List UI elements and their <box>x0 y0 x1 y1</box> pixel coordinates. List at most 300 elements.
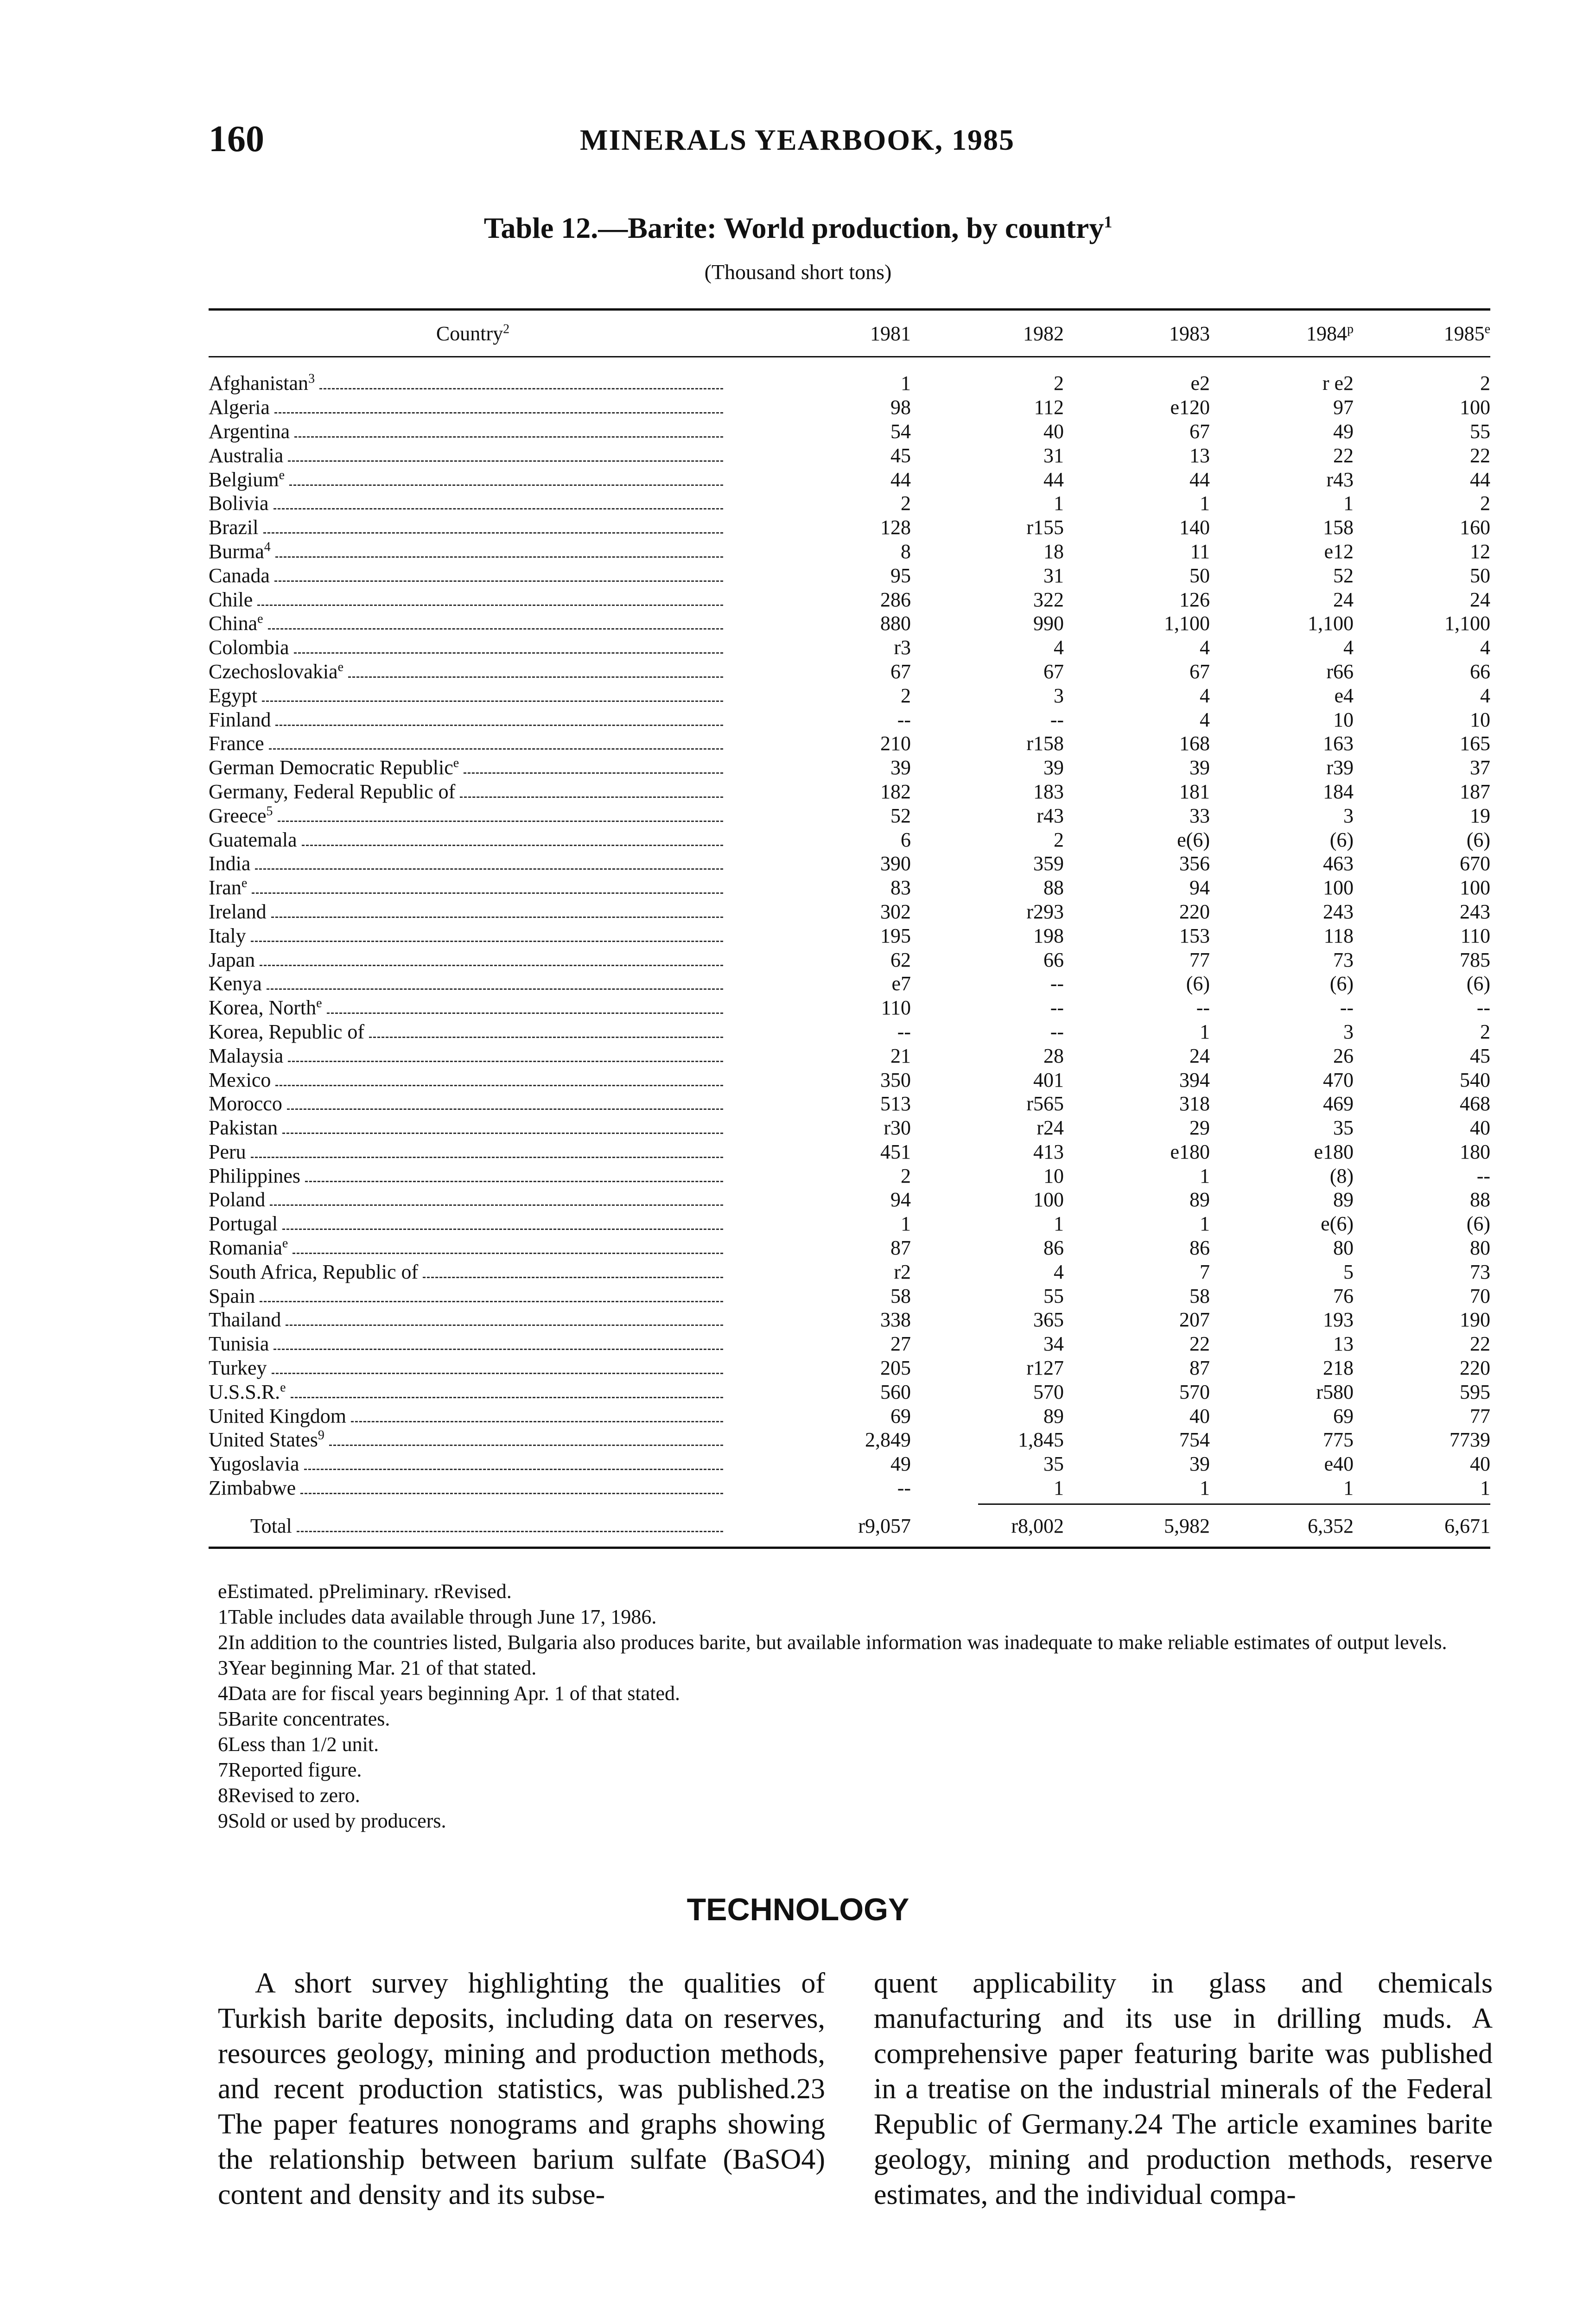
column-header-1983: 1983 <box>1169 322 1210 345</box>
value-1983: 40 <box>1189 1404 1210 1427</box>
value-1983: 44 <box>1189 468 1210 491</box>
country-name: United Kingdom <box>209 1404 346 1427</box>
country-name: Greece <box>209 804 267 827</box>
total-1985: 6,671 <box>1444 1514 1490 1537</box>
footnotes <box>218 1579 1497 1834</box>
country-name: Egypt <box>209 684 258 707</box>
table-row <box>209 1452 1490 1476</box>
value-1982: 990 <box>1033 612 1064 635</box>
table-row <box>209 1308 1490 1332</box>
value-1982: 4 <box>1054 636 1064 659</box>
value-1981: 44 <box>890 468 911 491</box>
value-1983: 153 <box>1179 924 1210 947</box>
value-1981: 95 <box>890 564 911 587</box>
value-1984: r39 <box>1326 756 1354 779</box>
table-row <box>209 683 1490 707</box>
country-name: Finland <box>209 708 271 731</box>
dot-leader <box>369 1037 723 1038</box>
dot-leader <box>464 772 723 774</box>
country-cell <box>209 636 737 659</box>
table-row <box>209 1356 1490 1380</box>
table-row <box>209 1044 1490 1068</box>
value-1981: -- <box>897 1020 911 1043</box>
country-cell <box>209 1404 737 1428</box>
country-name: Bolivia <box>209 492 269 515</box>
value-1981: 302 <box>880 900 911 923</box>
value-1983: 22 <box>1189 1332 1210 1356</box>
value-1984: 184 <box>1323 780 1354 803</box>
country-cell <box>209 1452 737 1476</box>
value-1983: 33 <box>1189 804 1210 827</box>
column-header-1984: 1984$^p$ <box>1306 321 1354 345</box>
value-1983: 1 <box>1200 1164 1210 1187</box>
value-1985: 2 <box>1480 1020 1490 1043</box>
value-1984: e180 <box>1314 1140 1354 1163</box>
dot-leader <box>257 605 723 606</box>
value-1981: 52 <box>890 804 911 827</box>
value-1982: -- <box>1050 708 1064 731</box>
country-cell <box>209 924 737 948</box>
value-1985: 540 <box>1460 1068 1490 1091</box>
dot-leader <box>327 1013 723 1014</box>
table-row <box>209 443 1490 467</box>
value-1982: 359 <box>1033 852 1064 875</box>
footnote: 2In addition to the countries listed, Bulgaria also produces barite, but available information was inadequate to make reliable estimates of output levels. <box>218 1631 1447 1654</box>
value-1981: 205 <box>880 1356 911 1380</box>
country-name: South Africa, Republic of <box>209 1260 419 1283</box>
country-cell <box>209 444 737 467</box>
value-1983: 77 <box>1189 948 1210 971</box>
country-cell <box>209 804 737 828</box>
footnote: 7Reported figure. <box>218 1758 362 1781</box>
value-1983: 181 <box>1179 780 1210 803</box>
country-name: Chile <box>209 588 253 611</box>
value-1983: e2 <box>1190 372 1210 395</box>
country-name: Iran <box>209 876 242 899</box>
table-row <box>209 756 1490 780</box>
country-name: Mexico <box>209 1068 271 1091</box>
dot-leader <box>252 892 723 894</box>
table-row <box>209 563 1490 587</box>
country-cell <box>209 491 737 515</box>
table-row <box>209 516 1490 540</box>
value-1981: 110 <box>881 996 911 1019</box>
table-row <box>209 1020 1490 1044</box>
country-name: Guatemala <box>209 828 297 851</box>
value-1983: 89 <box>1189 1188 1210 1211</box>
table-row <box>209 972 1490 996</box>
value-1981: 560 <box>880 1380 911 1403</box>
value-1985: (6) <box>1466 1212 1490 1235</box>
country-cell <box>209 1212 737 1235</box>
country-cell <box>209 564 737 587</box>
country-name: Brazil <box>209 516 259 539</box>
table-bottom-rule <box>209 1547 1490 1549</box>
value-1983: 13 <box>1189 444 1210 467</box>
value-1985: 595 <box>1460 1380 1490 1403</box>
value-1985: 45 <box>1470 1044 1490 1067</box>
value-1984: 469 <box>1323 1092 1354 1115</box>
country-name: Kenya <box>209 972 262 995</box>
value-1985: 73 <box>1470 1260 1490 1283</box>
value-1985: (6) <box>1466 828 1490 851</box>
country-cell <box>209 996 737 1019</box>
table-row <box>209 1260 1490 1284</box>
section-heading: TECHNOLOGY <box>687 1892 909 1927</box>
country-name: Zimbabwe <box>209 1477 296 1500</box>
value-1983: 356 <box>1179 852 1210 875</box>
value-1985: 1,100 <box>1444 612 1490 635</box>
value-1982: 66 <box>1043 948 1064 971</box>
table-row <box>209 491 1490 516</box>
country-name: Malaysia <box>209 1044 284 1067</box>
dot-leader <box>305 1181 723 1182</box>
country-cell <box>209 1260 737 1284</box>
value-1983: e180 <box>1170 1140 1210 1163</box>
table-title-footnote-mark: 1 <box>1104 212 1113 231</box>
value-1985: 40 <box>1470 1116 1490 1140</box>
country-name: Ireland <box>209 900 267 923</box>
country-cell <box>209 1140 737 1164</box>
footnote: 1Table includes data available through June 17, 1986. <box>218 1605 657 1628</box>
value-1983: 1 <box>1200 492 1210 515</box>
value-1985: 243 <box>1460 900 1490 923</box>
value-1983: 168 <box>1179 732 1210 755</box>
value-1984: 5 <box>1343 1260 1354 1283</box>
country-cell <box>209 1332 737 1356</box>
value-1983: 1 <box>1200 1020 1210 1043</box>
country-footnote-mark: e <box>337 660 344 675</box>
table-row <box>209 828 1490 852</box>
value-1982: 89 <box>1043 1404 1064 1427</box>
country-cell <box>209 1164 737 1188</box>
total-label: Total <box>250 1514 292 1537</box>
value-1983: 29 <box>1189 1116 1210 1140</box>
value-1985: 110 <box>1460 924 1490 947</box>
value-1981: 21 <box>890 1044 911 1067</box>
value-1984: 1 <box>1343 1477 1354 1500</box>
country-cell <box>209 516 737 539</box>
value-1982: 1 <box>1054 1477 1064 1500</box>
value-1985: 2 <box>1480 372 1490 395</box>
table-row <box>209 1428 1490 1452</box>
dot-leader <box>268 628 723 630</box>
value-1984: 158 <box>1323 516 1354 539</box>
value-1982: 44 <box>1043 468 1064 491</box>
table-row <box>209 780 1490 804</box>
value-1985: 220 <box>1460 1356 1490 1380</box>
table-title <box>0 211 1596 245</box>
table-row <box>209 1212 1490 1236</box>
country-name: Romania <box>209 1236 282 1260</box>
country-name: Tunisia <box>209 1332 269 1356</box>
footnote: 3Year beginning Mar. 21 of that stated. <box>218 1656 537 1679</box>
country-name: China <box>209 612 258 635</box>
value-1983: 94 <box>1189 876 1210 899</box>
value-1984: 1,100 <box>1308 612 1354 635</box>
value-1984: 470 <box>1323 1068 1354 1091</box>
value-1982: 31 <box>1043 564 1064 587</box>
value-1985: 180 <box>1460 1140 1490 1163</box>
value-1985: 4 <box>1480 684 1490 707</box>
table-row <box>209 996 1490 1020</box>
country-footnote-mark: e <box>282 1236 288 1251</box>
value-1984: r580 <box>1316 1380 1354 1403</box>
value-1985: 7739 <box>1450 1428 1490 1452</box>
value-1983: 11 <box>1190 540 1210 563</box>
dot-leader <box>275 1085 723 1086</box>
dot-leader <box>260 1301 723 1302</box>
value-1983: 24 <box>1189 1044 1210 1067</box>
value-1984: 35 <box>1333 1116 1354 1140</box>
value-1981: 350 <box>880 1068 911 1091</box>
value-1983: 87 <box>1189 1356 1210 1380</box>
dot-leader <box>269 748 723 750</box>
value-1981: 8 <box>901 540 911 563</box>
value-1983: 86 <box>1189 1236 1210 1260</box>
country-name: Pakistan <box>209 1116 278 1140</box>
value-1981: 451 <box>880 1140 911 1163</box>
value-1981: 195 <box>880 924 911 947</box>
value-1983: 4 <box>1200 636 1210 659</box>
country-footnote-mark: 5 <box>266 804 273 819</box>
column-header-1981: 1981 <box>870 322 911 345</box>
value-1983: 50 <box>1189 564 1210 587</box>
country-cell <box>209 684 737 707</box>
value-1985: 22 <box>1470 1332 1490 1356</box>
value-1984: e4 <box>1334 684 1354 707</box>
value-1985: 12 <box>1470 540 1490 563</box>
production-table <box>209 308 1490 1549</box>
country-name: Burma <box>209 540 264 563</box>
dot-leader <box>260 965 723 966</box>
table-row <box>209 923 1490 948</box>
table-row <box>209 1140 1490 1164</box>
country-name: Poland <box>209 1188 266 1211</box>
value-1981: 94 <box>890 1188 911 1211</box>
value-1981: 880 <box>880 612 911 635</box>
value-1984: 1 <box>1343 492 1354 515</box>
dot-leader <box>288 1061 723 1062</box>
dot-leader <box>292 1253 723 1254</box>
value-1984: (8) <box>1329 1164 1354 1187</box>
value-1983: 39 <box>1189 756 1210 779</box>
dot-leader <box>287 1108 723 1110</box>
value-1982: 31 <box>1043 444 1064 467</box>
dot-leader <box>251 941 723 942</box>
value-1982: 86 <box>1043 1236 1064 1260</box>
table-row <box>209 587 1490 611</box>
dot-leader <box>304 1469 723 1470</box>
country-name: Morocco <box>209 1092 282 1115</box>
value-1984: 76 <box>1333 1284 1354 1307</box>
body-paragraph-left: A short survey highlighting the qualities of Turkish barite deposits, including data on reserves, resources geology, mining and production methods, and recent production statistics, was published.23 The paper features nonograms and graphs showing the relationship between barium sulfate (BaSO4) content and density and its subse- <box>218 1968 825 2210</box>
dot-leader <box>282 1229 723 1230</box>
dot-leader <box>251 1157 723 1158</box>
dot-leader <box>282 1133 723 1134</box>
country-cell <box>209 1428 737 1452</box>
table-header-row <box>209 311 1490 356</box>
value-1981: 338 <box>880 1308 911 1331</box>
value-1981: r2 <box>894 1260 911 1283</box>
country-name: Korea, North <box>209 996 317 1019</box>
dot-leader <box>255 868 723 870</box>
value-1982: 100 <box>1033 1188 1064 1211</box>
value-1984: r e2 <box>1322 372 1354 395</box>
dot-leader <box>289 484 723 486</box>
column-header-country: Country$^2$ <box>436 321 510 345</box>
country-name: Czechoslovakia <box>209 660 338 683</box>
value-1982: 112 <box>1034 396 1064 419</box>
body-column-right <box>874 1966 1493 2212</box>
dot-leader <box>273 508 723 509</box>
value-1984: (6) <box>1329 828 1354 851</box>
value-1985: 160 <box>1460 516 1490 539</box>
value-1984: 13 <box>1333 1332 1354 1356</box>
value-1984: e12 <box>1324 540 1354 563</box>
total-1983: 5,982 <box>1164 1514 1210 1537</box>
running-head: MINERALS YEARBOOK, 1985 <box>580 123 1015 156</box>
country-cell <box>209 900 737 923</box>
country-footnote-mark: e <box>279 467 285 482</box>
value-1984: 69 <box>1333 1404 1354 1427</box>
country-name: Italy <box>209 924 246 947</box>
value-1985: 100 <box>1460 396 1490 419</box>
country-cell <box>209 1236 737 1260</box>
footnote: 8Revised to zero. <box>218 1784 360 1807</box>
value-1981: 39 <box>890 756 911 779</box>
table-row <box>209 803 1490 828</box>
value-1985: 670 <box>1460 852 1490 875</box>
country-cell <box>209 1044 737 1068</box>
country-name: Canada <box>209 564 270 587</box>
value-1984: 24 <box>1333 588 1354 611</box>
value-1982: r127 <box>1026 1356 1064 1380</box>
value-1985: 2 <box>1480 492 1490 515</box>
table-title-text: Table 12.—Barite: World production, by country <box>483 211 1104 244</box>
dot-leader <box>294 436 723 438</box>
country-cell <box>209 732 737 755</box>
country-name: Colombia <box>209 636 289 659</box>
country-cell <box>209 828 737 852</box>
value-1981: 87 <box>890 1236 911 1260</box>
value-1982: 401 <box>1033 1068 1064 1091</box>
value-1985: 1 <box>1480 1477 1490 1500</box>
value-1984: 243 <box>1323 900 1354 923</box>
table-row <box>209 1092 1490 1116</box>
value-1983: 4 <box>1200 684 1210 707</box>
value-1983: 754 <box>1179 1428 1210 1452</box>
value-1981: 2 <box>901 684 911 707</box>
dot-leader <box>302 845 723 846</box>
table-row <box>209 900 1490 924</box>
country-footnote-mark: e <box>316 996 322 1011</box>
table-row <box>209 467 1490 491</box>
dot-leader <box>273 1349 723 1350</box>
table-row <box>209 948 1490 972</box>
value-1985: 190 <box>1460 1308 1490 1331</box>
body-column-left <box>218 1966 825 2212</box>
country-name: Thailand <box>209 1308 281 1331</box>
total-label-cell <box>209 1514 737 1538</box>
value-1981: e7 <box>891 972 911 995</box>
value-1985: 70 <box>1470 1284 1490 1307</box>
value-1982: 39 <box>1043 756 1064 779</box>
value-1982: 4 <box>1054 1260 1064 1283</box>
value-1982: 28 <box>1043 1044 1064 1067</box>
value-1985: 37 <box>1470 756 1490 779</box>
country-name: Philippines <box>209 1164 301 1187</box>
value-1984: 22 <box>1333 444 1354 467</box>
table-row <box>209 876 1490 900</box>
value-1985: -- <box>1476 1164 1490 1187</box>
value-1985: -- <box>1476 996 1490 1019</box>
table-row <box>209 660 1490 684</box>
value-1983: 7 <box>1200 1260 1210 1283</box>
country-cell <box>209 1308 737 1331</box>
value-1983: 4 <box>1200 708 1210 731</box>
value-1983: 220 <box>1179 900 1210 923</box>
table-row <box>209 732 1490 756</box>
value-1984: (6) <box>1329 972 1354 995</box>
table-row <box>209 1284 1490 1308</box>
country-cell <box>209 1068 737 1092</box>
value-1982: 198 <box>1033 924 1064 947</box>
value-1985: 10 <box>1470 708 1490 731</box>
country-cell <box>209 876 737 899</box>
dot-leader <box>297 1531 723 1532</box>
value-1984: 463 <box>1323 852 1354 875</box>
value-1983: 58 <box>1189 1284 1210 1307</box>
value-1984: 26 <box>1333 1044 1354 1067</box>
dot-leader <box>329 1445 723 1446</box>
dot-leader <box>300 1493 723 1494</box>
value-1981: 98 <box>890 396 911 419</box>
country-footnote-mark: 3 <box>308 371 315 386</box>
value-1982: 34 <box>1043 1332 1064 1356</box>
total-1984: 6,352 <box>1308 1514 1354 1537</box>
value-1981: 2 <box>901 1164 911 1187</box>
country-name: Spain <box>209 1284 255 1307</box>
value-1982: 55 <box>1043 1284 1064 1307</box>
value-1983: 67 <box>1189 660 1210 683</box>
country-name: Germany, Federal Republic of <box>209 780 456 803</box>
value-1983: e(6) <box>1177 828 1210 851</box>
value-1985: 187 <box>1460 780 1490 803</box>
country-cell <box>209 588 737 611</box>
value-1982: r158 <box>1026 732 1064 755</box>
value-1982: 18 <box>1043 540 1064 563</box>
value-1983: 570 <box>1179 1380 1210 1403</box>
value-1982: 365 <box>1033 1308 1064 1331</box>
value-1985: 50 <box>1470 564 1490 587</box>
country-name: Portugal <box>209 1212 278 1235</box>
value-1981: 286 <box>880 588 911 611</box>
column-header-1982: 1982 <box>1023 322 1064 345</box>
value-1981: 27 <box>890 1332 911 1356</box>
table-row <box>209 1476 1490 1500</box>
value-1982: 570 <box>1033 1380 1064 1403</box>
value-1983: 1 <box>1200 1212 1210 1235</box>
country-footnote-mark: e <box>241 876 248 891</box>
country-cell <box>209 1356 737 1380</box>
dot-leader <box>278 821 723 822</box>
country-cell <box>209 1092 737 1115</box>
value-1982: r43 <box>1036 804 1064 827</box>
dot-leader <box>351 1421 723 1422</box>
value-1982: 35 <box>1043 1452 1064 1476</box>
value-1983: 318 <box>1179 1092 1210 1115</box>
